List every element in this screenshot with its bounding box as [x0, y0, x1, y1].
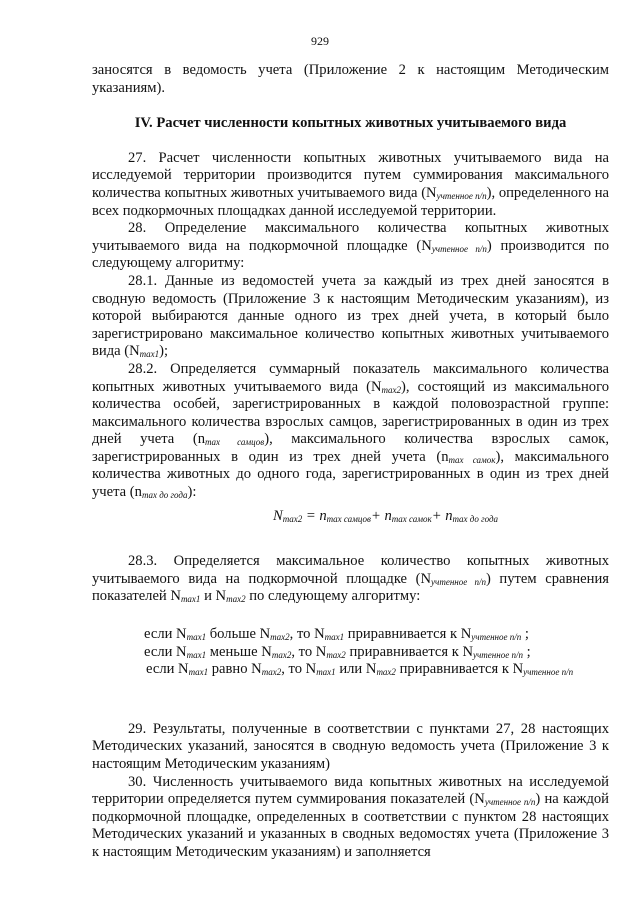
condition-equal: если $N_{max1}$ равно $N_{max2}$, то $N_{max1}$ или $N_{max2}$ приравнивается к $N_{учтенное п/п}$ — [146, 661, 574, 678]
page-number: 929 — [311, 34, 329, 48]
blank-gap — [92, 679, 609, 721]
condition-greater: если $N_{max1}$ больше $N_{max2}$, то $N_{max1}$ приравнивается к $N_{учтенное п/п}$ ; — [144, 626, 529, 643]
page-content — [92, 62, 609, 862]
section-heading: IV. Расчет численности копытных животных учитываемого вида — [134, 115, 567, 132]
condition-less: если $N_{max1}$ меньше $N_{max2}$, то $N_{max2}$ приравнивается к $N_{учтенное п/п}$ ; — [144, 643, 531, 660]
conditions-list — [92, 626, 609, 679]
paragraph-29: 29. Результаты, полученные в соответствии с пунктами 27, 28 настоящих Методических указаний, заносятся в сводную ведомость учета (Приложение 3 к настоящим Методическим указаниям) — [92, 720, 609, 772]
paragraph-28-3: 28.3. Определяется максимальное количество копытных животных учитываемого вида на подкормочной площадке $(N_{учтенное п/п})$ путем сравнения показателей $N_{max1}$ и $N_{max2}$ по следующему алгоритму: — [92, 553, 609, 605]
paragraph-28-1: 28.1. Данные из ведомостей учета за каждый из трех дней заносятся в сводную ведомость (Приложение 3 к настоящим Методическим указаниям), из которой выбираются данные одного из трех дней учета, в который было зарегистрировано максимальное количество копытных животных учитываемого вида $(N_{max1})$; — [92, 272, 609, 360]
paragraph-27: 27. Расчет численности копытных животных учитываемого вида на исследуемой территории производится путем суммирования максимального количества копытных животных учитываемого вида $(N_{учтенное п/п})$, определенного на всех подкормочных площадках данной исследуемой территории. — [92, 149, 609, 219]
intro-paragraph: заносятся в ведомость учета (Приложение 2 к настоящим Методическим указаниям). — [92, 62, 609, 96]
paragraph-28: 28. Определение максимального количества копытных животных учитываемого вида на подкормочной площадке $(N_{учтенное п/п})$ производится по следующему алгоритму: — [92, 220, 610, 272]
paragraph-30: 30. Численность учитываемого вида копытных животных на исследуемой территории определяется путем суммирования показателей $(N_{учтенное п/п})$ на каждой подкормочной площадке, определенных в соответствии с пунктом 28 настоящих Методических указаний и указанных в сводных ведомостях учета (Приложение 3 к настоящим Методическим указаниям) и заполняется — [92, 773, 609, 860]
formula-nmax2: $N_{max2} = n_{max самцов}+ n_{max самок}+ n_{max до года}$ — [272, 507, 499, 524]
paragraph-28-2: 28.2. Определяется суммарный показатель максимального количества копытных животных учитываемого вида $(N_{max2})$, состоящий из максимального количества особей, зарегистрированных в каждой половозрастной группе: максимального количества взрослых самцов, зарегистрированных в один из трех дней учета $(n_{max самцов})$, максимального количества взрослых самок, зарегистрированных в один из трех дней учета $(n_{max самок})$, максимального количества животных до одного года, зарегистрированных в один из трех дней учета $(n_{max до года})$: — [92, 360, 609, 501]
